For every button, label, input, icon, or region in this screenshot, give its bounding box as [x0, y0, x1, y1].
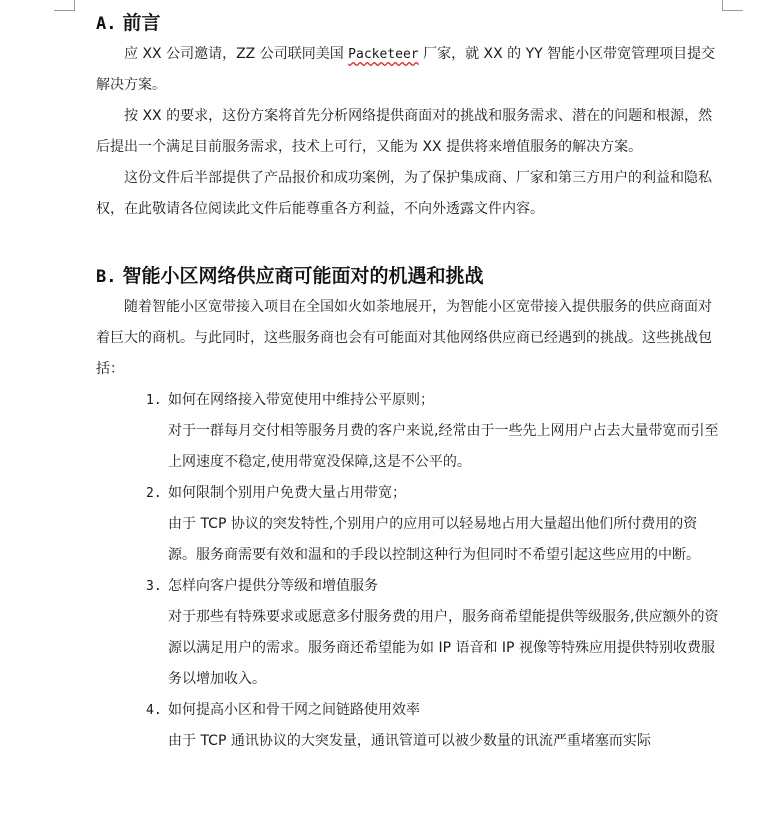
- page-corner-mark-top-right: [722, 0, 743, 11]
- list-item-description: 由于 TCP 通讯协议的大突发量，通讯管道可以被少数量的讯流严重堵塞而实际: [168, 733, 651, 749]
- list-item-title: 怎样向客户提供分等级和增值服务: [168, 578, 378, 594]
- section-b-label: B.: [96, 267, 117, 287]
- section-a-title: 前言: [122, 12, 161, 34]
- list-item: [96, 478, 724, 571]
- paragraph-1-text-start: 应 XX 公司邀请，ZZ 公司联同美国: [124, 46, 349, 62]
- list-item: [96, 385, 724, 478]
- challenge-list: [96, 385, 724, 757]
- page-corner-mark-top-left: [54, 0, 75, 11]
- list-item-description: 由于 TCP 协议的突发特性,个别用户的应用可以轻易地占用大量超出他们所付费用的资源。服务商需要有效和温和的手段以控制这种行为但同时不希望引起这些应用的中断。: [168, 516, 700, 563]
- section-a-label: A.: [96, 14, 117, 34]
- document-body[interactable]: [96, 8, 724, 757]
- section-b-title: 智能小区网络供应商可能面对的机遇和挑战: [122, 265, 484, 287]
- list-item-description: 对于那些有特殊要求或愿意多付服务费的用户，服务商希望能提供等级服务,供应额外的资源以满足用户的需求。服务商还希望能为如 IP 语音和 IP 视像等特殊应用提供特别收费服务以增加收入。: [168, 609, 719, 687]
- list-item-title: 如何提高小区和骨干网之间链路使用效率: [168, 702, 420, 718]
- list-item: [96, 695, 724, 757]
- list-item-description: 对于一群每月交付相等服务月费的客户来说,经常由于一些先上网用户占去大量带宽而引至上网速度不稳定,使用带宽没保障,这是不公平的。: [168, 423, 719, 470]
- list-item-title: 如何限制个别用户免费大量占用带宽；: [168, 485, 406, 501]
- section-a-paragraph-2: 按 XX 的要求，这份方案将首先分析网络提供商面对的挑战和服务需求、潜在的问题和根源，然后提出一个满足目前服务需求，技术上可行，又能为 XX 提供将来增值服务的解决方案。: [96, 108, 713, 155]
- list-item: [96, 571, 724, 695]
- section-b-heading: [96, 261, 724, 292]
- paragraph-1-text-end: 厂家，就 XX 的 YY 智能小区带宽管理项目提交解决方案。: [96, 46, 716, 93]
- list-item-number: 4.: [146, 703, 162, 718]
- list-item-number: 3.: [146, 579, 162, 594]
- section-a-paragraph-3: 这份文件后半部提供了产品报价和成功案例，为了保护集成商、厂家和第三方用户的利益和隐私权，在此敬请各位阅读此文件后能尊重各方利益，不向外透露文件内容。: [96, 170, 712, 217]
- list-item-number: 2.: [146, 486, 162, 501]
- section-a-heading: [96, 8, 724, 39]
- list-item-title: 如何在网络接入带宽使用中维持公平原则；: [168, 392, 434, 408]
- spellcheck-word-packeteer: Packeteer: [348, 47, 419, 62]
- section-b-intro: 随着智能小区宽带接入项目在全国如火如荼地展开，为智能小区宽带接入提供服务的供应商面对着巨大的商机。与此同时，这些服务商也会有可能面对其他网络供应商已经遇到的挑战。这些挑战包括：: [96, 299, 712, 377]
- list-item-number: 1.: [146, 393, 162, 408]
- section-a-paragraph-1: [96, 39, 724, 101]
